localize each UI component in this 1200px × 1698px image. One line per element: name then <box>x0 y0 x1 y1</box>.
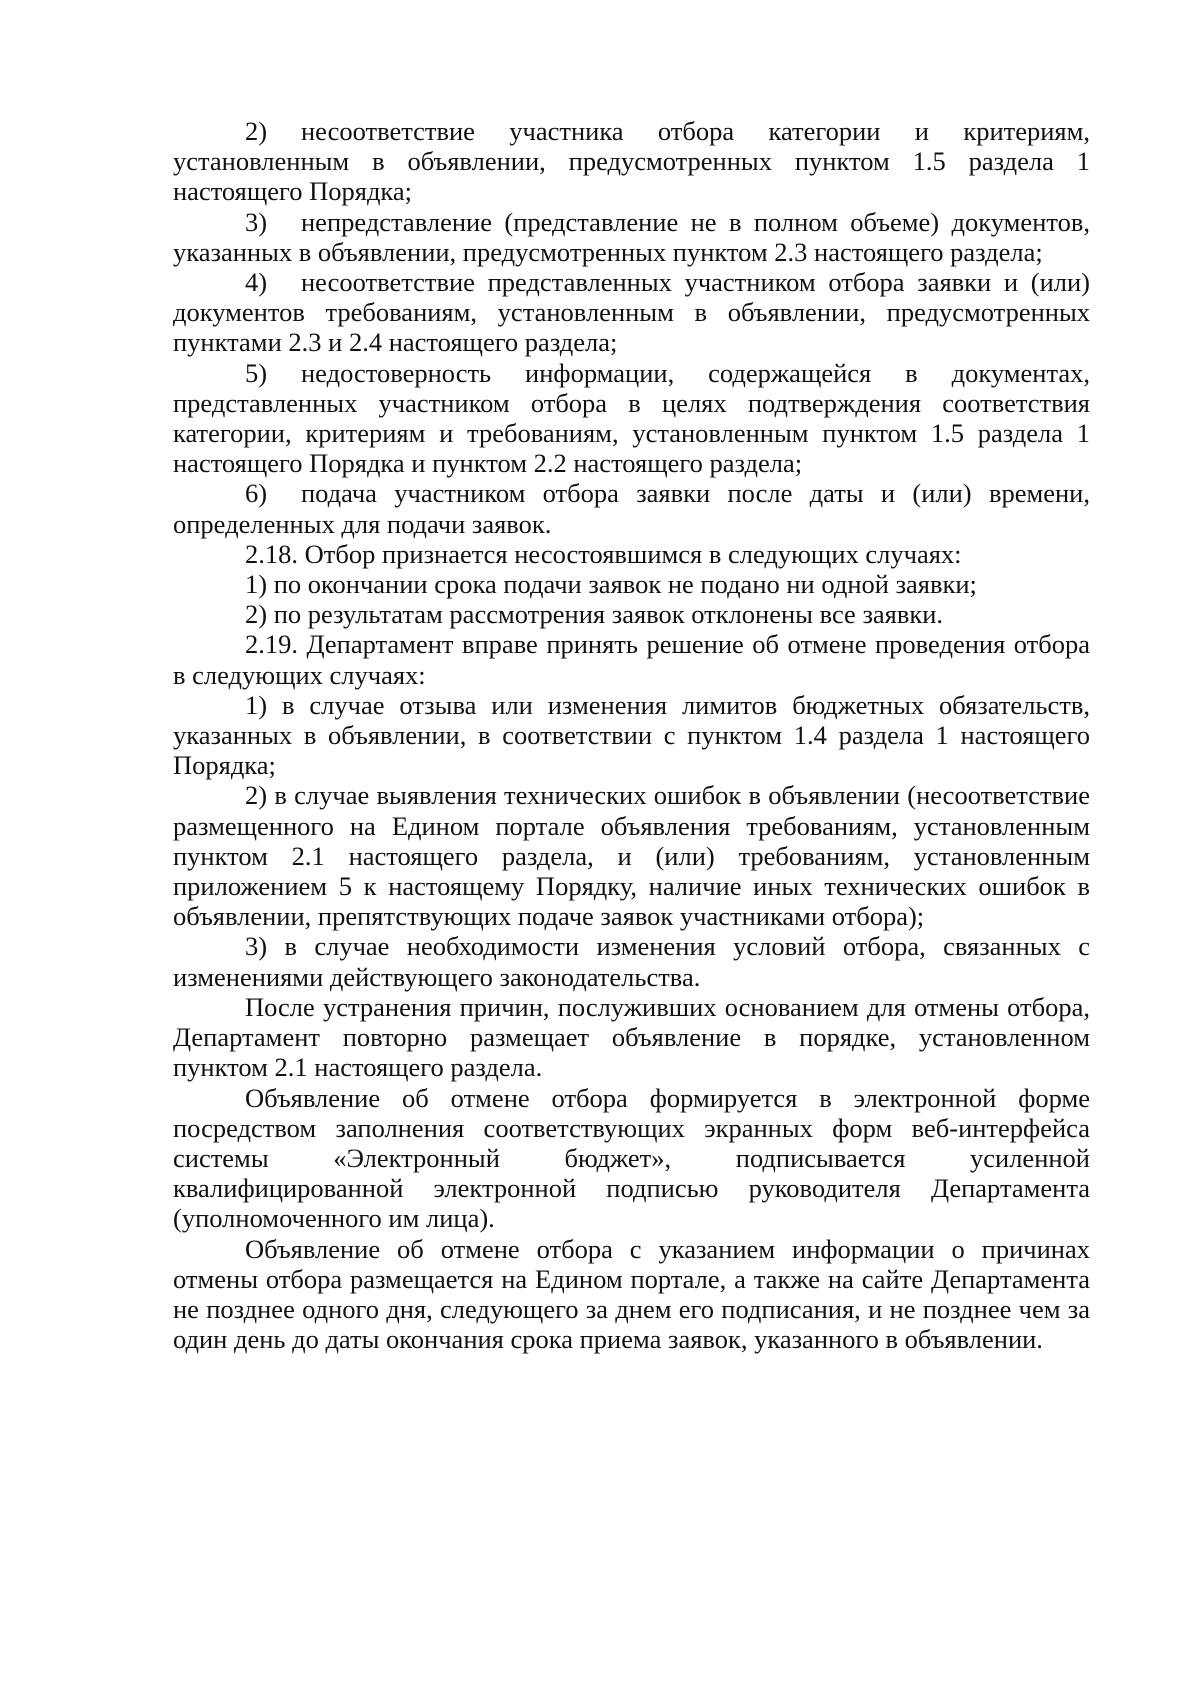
item-number: 2) <box>245 116 268 146</box>
paragraph-item-2 <box>173 116 1090 207</box>
paragraph-item-4 <box>173 267 1090 358</box>
paragraph-text: непредставление (представление не в полном объеме) документов, указанных в объявлении, предусмотренных пунктом 2.3 настоящего раздела; <box>173 206 1090 267</box>
paragraph-text: недостоверность информации, содержащейся в документах, представленных участником отбора в целях подтверждения соответствия категории, критериям и требованиям, установленным пунктом 1.5 раздела 1 настоящего Порядка и пунктом 2.2 настоящего раздела; <box>173 357 1090 479</box>
item-number: 3) <box>245 206 268 237</box>
paragraph-text: подача участником отбора заявки после даты и (или) времени, определенных для подачи заявок. <box>173 478 1090 539</box>
paragraph-text: несоответствие участника отбора категории и критериям, установленным в объявлении, предусмотренных пунктом 1.5 раздела 1 настоящего Порядка; <box>173 116 1090 207</box>
item-number: 5) <box>245 357 268 388</box>
paragraph-2-19-item-2: 2) в случае выявления технических ошибок в объявлении (несоответствие размещенного на Едином портале объявления требованиям, установленным пунктом 2.1 настоящего раздела, и (или) требованиям, установленным приложением 5 к настоящему Порядку, наличие иных технических ошибок в объявлении, препятствующих подаче заявок участниками отбора); <box>173 780 1090 932</box>
paragraph-2-19-item-1: 1) в случае отзыва или изменения лимитов бюджетных обязательств, указанных в объявлении, в соответствии с пунктом 1.4 раздела 1 настоящего Порядка; <box>173 689 1090 781</box>
paragraph-2-18-item-1: 1) по окончании срока подачи заявок не подано ни одной заявки; <box>245 569 977 600</box>
paragraph-item-6 <box>173 478 1090 538</box>
paragraph-cancellation-form: Объявление об отмене отбора формируется в электронной форме посредством заполнения соответствующих экранных форм веб-интерфейса системы «Электронный бюджет», подписывается усиленной квалифицированной электронной подписью руководителя Департамента (уполномоченного им лица). <box>173 1082 1090 1234</box>
paragraph-clause-2-19: 2.19. Департамент вправе принять решение об отмене проведения отбора в следующих случаях: <box>173 629 1090 690</box>
paragraph-2-19-item-3: 3) в случае необходимости изменения условий отбора, связанных с изменениями действующего законодательства. <box>173 931 1090 992</box>
item-number: 6) <box>245 478 268 509</box>
paragraph-clause-2-18: 2.18. Отбор признается несостоявшимся в следующих случаях: <box>245 538 962 569</box>
paragraph-after-elimination: После устранения причин, послуживших основанием для отмены отбора, Департамент повторно размещает объявление в порядке, установленном пунктом 2.1 настоящего раздела. <box>173 991 1090 1083</box>
paragraph-2-18-item-2: 2) по результатам рассмотрения заявок отклонены все заявки. <box>245 599 944 630</box>
paragraph-item-3 <box>173 207 1090 267</box>
paragraph-text: несоответствие представленных участником отбора заявки и (или) документов требованиям, установленным в объявлении, предусмотренных пунктами 2.3 и 2.4 настоящего раздела; <box>173 267 1090 358</box>
item-number: 4) <box>245 267 268 298</box>
paragraph-cancellation-publication: Объявление об отмене отбора с указанием информации о причинах отмены отбора размещается на Едином портале, а также на сайте Департамента не позднее одного дня, следующего за днем его подписания, и не позднее чем за один день до даты окончания срока приема заявок, указанного в объявлении. <box>173 1233 1090 1355</box>
paragraph-item-5 <box>173 358 1090 479</box>
